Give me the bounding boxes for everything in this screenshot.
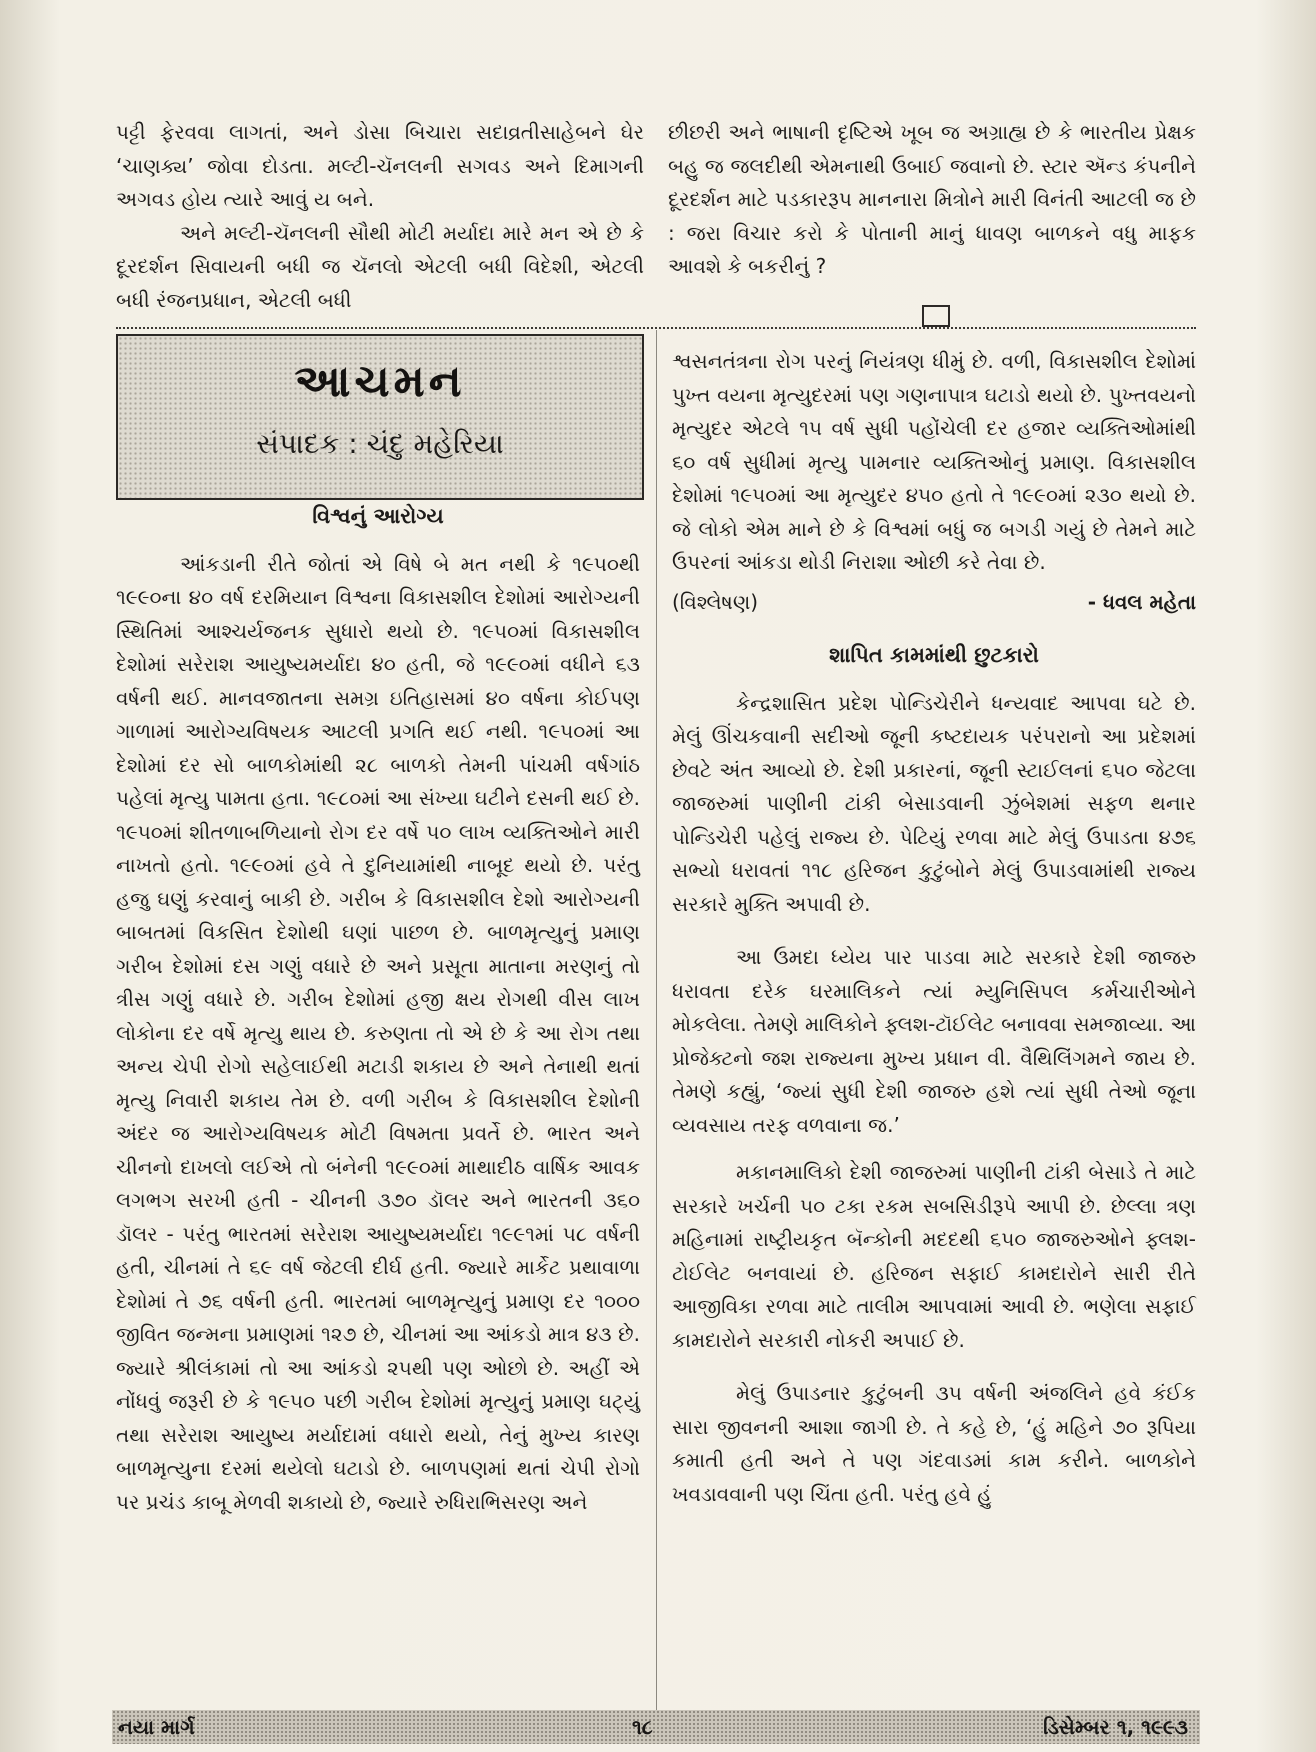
previous-article-continuation-right — [668, 116, 1196, 284]
column-masthead — [116, 334, 644, 500]
paragraph: મેલું ઉપાડનાર કુટુંબની ૩૫ વર્ષની અંજલિને હવે કંઈક સારા જીવનની આશા જાગી છે. તે કહે છે, ‘હું મહિને ૭૦ રૂપિયા કમાતી હતી અને તે પણ ગંદવાડમાં કામ કરીને. બાળકોને ખવડાવવાની પણ ચિંતા હતી. પરંતુ હવે હું — [672, 1381, 1196, 1506]
page-footer — [112, 1710, 1200, 1744]
article-body: આંકડાની રીતે જોતાં એ વિષે બે મત નથી કે ૧૯૫૦થી ૧૯૯૦ના ૪૦ વર્ષ દરમિયાન વિશ્વના વિકાસશીલ દેશોમાં આરોગ્યની સ્થિતિમાં આશ્ચર્યજનક સુધારો થયો છે. ૧૯૫૦માં વિકાસશીલ દેશોમાં સરેરાશ આયુષ્યમર્યાદા ૪૦ હતી, જે ૧૯૯૦માં વધીને ૬૩ વર્ષની થઈ. માનવજાતના સમગ્ર ઇતિહાસમાં ૪૦ વર્ષના કોઈપણ ગાળામાં આરોગ્યવિષયક આટલી પ્રગતિ થઈ નથી. ૧૯૫૦માં આ દેશોમાં દર સો બાળકોમાંથી ૨૮ બાળકો તેમની પાંચમી વર્ષગાંઠ પહેલાં મૃત્યુ પામતા હતા. ૧૯૮૦માં આ સંખ્યા ઘટીને દસની થઈ છે. ૧૯૫૦માં શીતળાબળિયાનો રોગ દર વર્ષે ૫૦ લાખ વ્યક્તિઓને મારી નાખતો હતો. ૧૯૯૦માં હવે તે દુનિયામાંથી નાબૂદ થયો છે. પરંતુ હજુ ઘણું કરવાનું બાકી છે. ગરીબ કે વિકાસશીલ દેશો આરોગ્યની બાબતમાં વિકસિત દેશોથી ઘણાં પાછળ છે. બાળમૃત્યુનું પ્રમાણ ગરીબ દેશોમાં દસ ગણું વધારે છે અને પ્રસૂતા માતાના મરણનું તો ત્રીસ ગણું વધારે છે. ગરીબ દેશોમાં હજી ક્ષય રોગથી વીસ લાખ લોકોના દર વર્ષે મૃત્યુ થાય છે. કરુણતા તો એ છે કે આ રોગ તથા અન્ય ચેપી રોગો સહેલાઈથી મટાડી શકાય છે અને તેનાથી થતાં મૃત્યુ નિવારી શકાય તેમ છે. વળી ગરીબ કે વિકાસશીલ દેશોની અંદર જ આરોગ્યવિષયક મોટી વિષમતા પ્રવર્તે છે. ભારત અને ચીનનો દાખલો લઈએ તો બંનેની ૧૯૯૦માં માથાદીઠ વાર્ષિક આવક લગભગ સરખી હતી - ચીનની ૩૭૦ ડૉલર અને ભારતની ૩૬૦ ડૉલર - પરંતુ ભારતમાં સરેરાશ આયુષ્યમર્યાદા ૧૯૯૧માં ૫૮ વર્ષની હતી, ચીનમાં તે ૬૯ વર્ષ જેટલી દીર્ઘ હતી. જ્યારે માર્કેટ પ્રથાવાળા દેશોમાં તે ૭૬ વર્ષની હતી. ભારતમાં બાળમૃત્યુનું પ્રમાણ દર ૧૦૦૦ જીવિત જન્મના પ્રમાણમાં ૧૨૭ છે, ચીનમાં આ આંકડો માત્ર ૪૩ છે. જ્યારે શ્રીલંકામાં તો આ આંકડો ૨૫થી પણ ઓછો છે. અહીં એ નોંધવું જરૂરી છે કે ૧૯૫૦ પછી ગરીબ દેશોમાં મૃત્યુનું પ્રમાણ ઘટ્યું તથા સરેરાશ આયુષ્ય મર્યાદામાં વધારો થયો, તેનું મુખ્ય કારણ બાળમૃત્યુના દરમાં થયેલો ઘટાડો છે. બાળપણમાં થતાં ચેપી રોગો પર પ્રચંડ કાબૂ મેળવી શકાયો છે, જ્યારે રુધિરાભિસરણ અને — [116, 551, 640, 1514]
paragraph: અને મલ્ટી-ચૅનલની સૌથી મોટી મર્યાદા મારે મન એ છે કે દૂરદર્શન સિવાયની બધી જ ચૅનલો એટલી બધી વિદેશી, એટલી બધી રંજનપ્રધાન, એટલી બધી — [116, 220, 644, 312]
column-divider — [656, 330, 657, 1710]
article-heading: શાપિત કામમાંથી છુટકારો — [829, 643, 1039, 667]
source-label: (વિશ્લેષણ) — [672, 589, 759, 614]
article-heading: વિશ્વનું આરોગ્ય — [312, 504, 444, 528]
paragraph: આ ઉમદા ધ્યેય પાર પાડવા માટે સરકારે દેશી જાજરુ ધરાવતા દરેક ઘરમાલિકને ત્યાં મ્યુનિસિપલ કર્મચારીઓને મોકલેલા. તેમણે માલિકોને ફ્લશ-ટૉઈલેટ બનાવવા સમજાવ્યા. આ પ્રોજેક્ટનો જશ રાજ્યના મુખ્ય પ્રધાન વી. વૈથિલિંગમને જાય છે. તેમણે કહ્યું, ‘જ્યાં સુધી દેશી જાજરુ હશે ત્યાં સુધી તેઓ જૂના વ્યવસાય તરફ વળવાના જ.’ — [672, 945, 1196, 1137]
magazine-name: નયા માર્ગ — [118, 1715, 195, 1739]
page-number: ૧૮ — [632, 1715, 653, 1739]
article-end-mark-icon — [922, 305, 950, 327]
article-world-health — [116, 500, 640, 1519]
paragraph: પટ્ટી ફેરવવા લાગતાં, અને ડોસા બિચારા સદાવ્રતીસાહેબને ઘેર ‘ચાણક્ય’ જોવા દોડતા. મલ્ટી-ચૅનલની સગવડ અને દિમાગની અગવડ હોય ત્યારે આવું ય બને. — [116, 120, 644, 211]
paragraph: છીછરી અને ભાષાની દૃષ્ટિએ ખૂબ જ અગ્રાહ્ય છે કે ભારતીય પ્રેક્ષક બહુ જ જલદીથી એમનાથી ઉબાઈ જવાનો છે. સ્ટાર ઍન્ડ કંપનીને દૂરદર્શન માટે પડકારરૂપ માનનારા મિત્રોને મારી વિનંતી આટલી જ છે : જરા વિચાર કરો કે પોતાની માનું ધાવણ બાળકને વધુ માફક આવશે કે બકરીનું ? — [668, 120, 1196, 278]
paragraph: મકાનમાલિકો દેશી જાજરુમાં પાણીની ટાંકી બેસાડે તે માટે સરકારે ખર્ચની ૫૦ ટકા રકમ સબસિડીરૂપે આપી છે. છેલ્લા ત્રણ મહિનામાં રાષ્ટ્રીયકૃત બૅન્કોની મદદથી ૬૫૦ જાજરુઓને ફ્લશ-ટોઈલેટ બનવાયાં છે. હરિજન સફાઈ કામદારોને સારી રીતે આજીવિકા રળવા માટે તાલીમ આપવામાં આવી છે. ભણેલા સફાઈ કામદારોને સરકારી નોકરી અપાઈ છે. — [672, 1160, 1196, 1352]
previous-article-continuation-left — [116, 116, 644, 317]
byline — [672, 586, 1196, 620]
right-column — [672, 345, 1196, 1511]
issue-date: ડિસેમ્બર ૧, ૧૯૯૩ — [1043, 1715, 1188, 1739]
column-title: આચમન — [294, 356, 466, 407]
article-continuation: શ્વસનતંત્રના રોગ પરનું નિયંત્રણ ધીમું છે. વળી, વિકાસશીલ દેશોમાં પુખ્ત વયના મૃત્યુદરમાં પણ ગણનાપાત્ર ઘટાડો થયો છે. પુખ્તવયનો મૃત્યુદર એટલે ૧૫ વર્ષ સુધી પહોંચેલી દર હજાર વ્યક્તિઓમાંથી ૬૦ વર્ષ સુધીમાં મૃત્યુ પામનાર વ્યક્તિઓનું પ્રમાણ. વિકાસશીલ દેશોમાં ૧૯૫૦માં આ મૃત્યુદર ૪૫૦ હતો તે ૧૯૯૦માં ૨૩૦ થયો છે. જે લોકો એમ માને છે કે વિશ્વમાં બધું જ બગડી ગયું છે તેમને માટે ઉપરનાં આંકડા થોડી નિરાશા ઓછી કરે તેવા છે. — [672, 349, 1196, 574]
column-editor: સંપાદક : ચંદુ મહેરિયા — [256, 427, 504, 460]
paragraph: કેન્દ્રશાસિત પ્રદેશ પોન્ડિચેરીને ધન્યવાદ આપવા ઘટે છે. મેલું ઊંચકવાની સદીઓ જૂની કષ્ટદાયક પરંપરાનો આ પ્રદેશમાં છેવટે અંત આવ્યો છે. દેશી પ્રકારનાં, જૂની સ્ટાઈલનાં ૬૫૦ જેટલા જાજરુમાં પાણીની ટાંકી બેસાડવાની ઝુંબેશમાં સફળ થનાર પોન્ડિચેરી પહેલું રાજ્ય છે. પેટિયું રળવા માટે મેલું ઉપાડતા ૪૭૬ સભ્યો ધરાવતાં ૧૧૮ હરિજન કુટુંબોને મેલું ઉપાડવામાંથી રાજ્ય સરકારે મુક્તિ અપાવી છે. — [672, 690, 1196, 916]
author-name: - ધવલ મહેતા — [1087, 589, 1196, 614]
section-divider — [116, 327, 1196, 329]
